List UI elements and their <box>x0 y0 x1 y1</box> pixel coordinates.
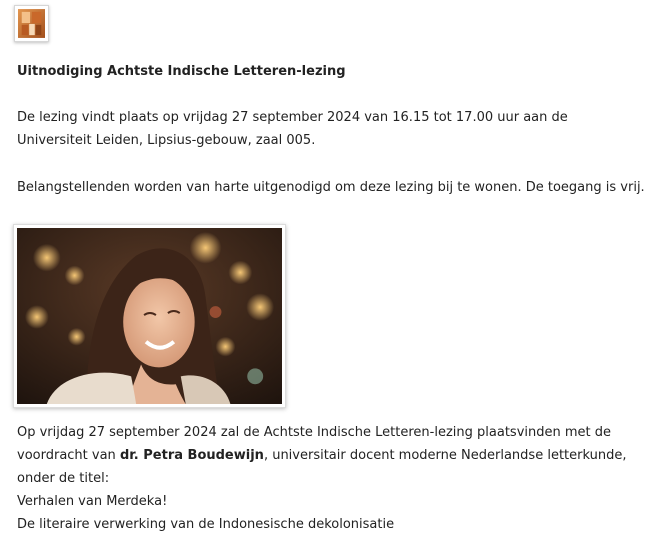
event-details-paragraph <box>17 106 657 152</box>
logo-graphic <box>18 9 45 38</box>
speaker-name: dr. Petra Boudewijn <box>119 448 264 463</box>
speaker-photo <box>13 224 286 408</box>
lecture-line-1: Op vrijdag 27 september 2024 zal de Achtste Indische Letteren-lezing plaatsvinden met de <box>17 425 612 440</box>
lecture-line-2-suffix: , universitair docent moderne Nederlandse letterkunde, <box>263 448 627 463</box>
invitation-paragraph <box>17 176 657 199</box>
lecture-line-2-prefix: voordracht van <box>17 448 120 463</box>
article-title: Uitnodiging Achtste Indische Letteren-lezing <box>17 64 346 79</box>
lecture-paragraph <box>17 421 657 536</box>
event-details-line-1: De lezing vindt plaats op vrijdag 27 september 2024 van 16.15 tot 17.00 uur aan de <box>17 110 568 125</box>
speaker-photo-graphic <box>17 228 282 404</box>
event-details-line-2: Universiteit Leiden, Lipsius-gebouw, zaal 005. <box>17 133 316 148</box>
lecture-title-line-1: Verhalen van Merdeka! <box>17 494 168 509</box>
invitation-text: Belangstellenden worden van harte uitgenodigd om deze lezing bij te wonen. De toegang is vrij. <box>17 180 645 195</box>
lecture-title-line-2: De literaire verwerking van de Indonesische dekolonisatie <box>17 517 395 532</box>
logo-icon <box>14 5 49 42</box>
lecture-line-2 <box>17 444 657 467</box>
lecture-line-3: onder de titel: <box>17 471 110 486</box>
